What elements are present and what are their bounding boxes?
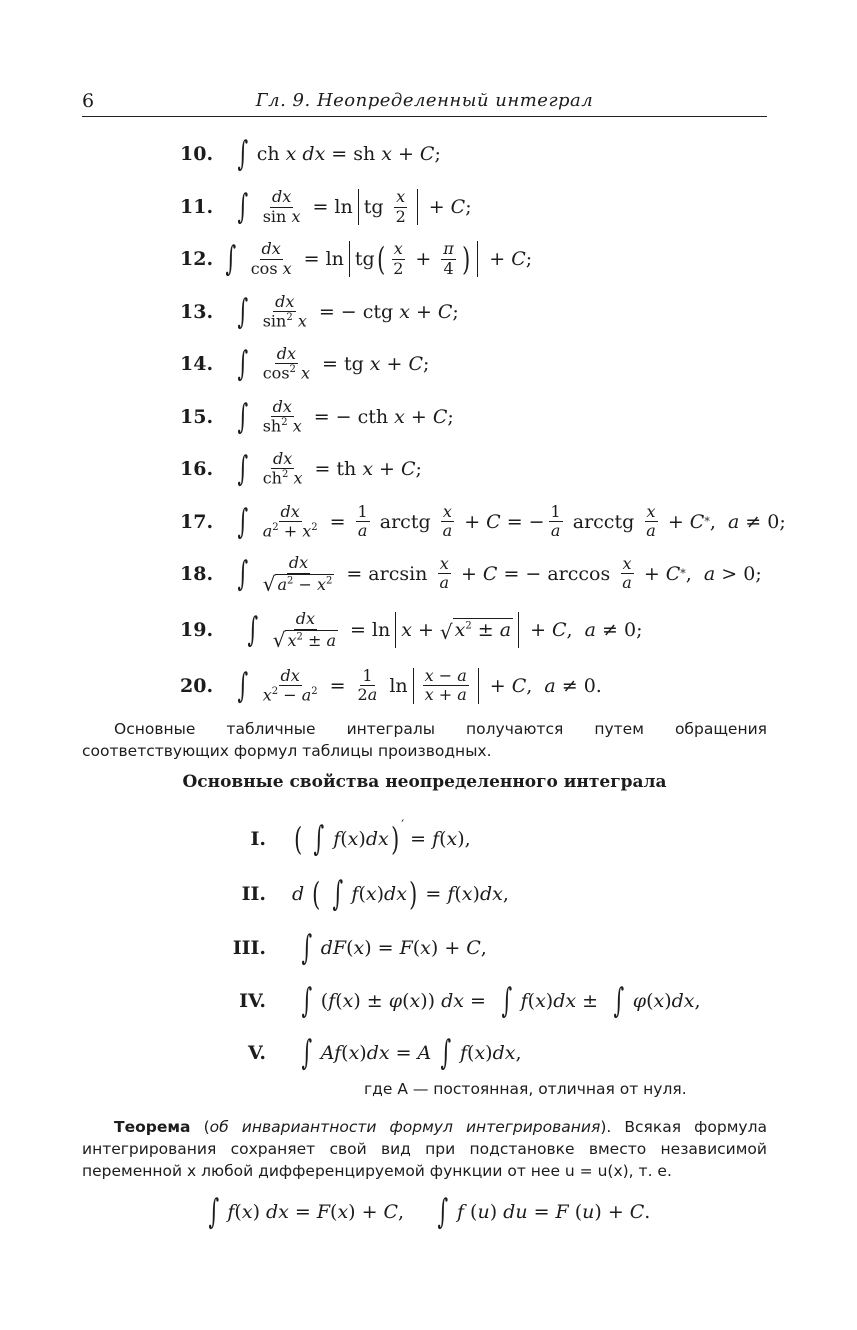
formula-10 [180,128,441,180]
formula-13 [180,286,459,338]
theorem-paragraph: Теорема (об инвариантности формул интегрирования). Всякая формула интегрирования сохраняет свой вид при подстановке вместо независимой переменной x любой дифференцируемой функции от нее u = u(x), т. е. [82,1118,767,1180]
property-body: ∫ dF ( x ) = F ( x ) + C , [301,928,487,968]
formula-body: ∫ $\frac{dx}{\sin^2 x}$ = − ctg x + C ; [237,291,459,332]
property-number: IV. [239,990,266,1012]
property-number: I. [250,828,266,850]
formula-12 [180,233,532,285]
property-body: ∫ ( f ( x ) ± φ ( x )) dx = ∫ f ( x ) dx ± ∫ φ ( x ) dx , [301,981,701,1021]
formula-number: 13. [180,301,214,323]
formula-body: ∫ $\frac{dx}{\text{cos x}}$ = ln tg ( $\frac{x}{2}$ + $\frac{\pi}{4}$ ) + C ; [225,239,533,279]
formula-number: 19. [180,619,214,641]
formula-number: 14. [180,353,214,375]
formula-14 [180,338,429,390]
formula-body: ∫ $\frac{dx}{x^2 - a^2}$ = $\frac{1}{2a}$ ln $\frac{x - a}{x + a}$ + C , a ≠ 0. [237,665,602,706]
formula-number: 18. [180,563,214,585]
running-title: Гл. 9. Неопределенный интеграл [255,90,594,111]
property-body: ( ∫ f ( x ) dx ) ′ = f ( x ), [294,817,471,859]
equation-body: ∫ f ( x ) dx = F ( x ) + C , ∫ f ( u ) du = F ( u ) + C . [208,1192,651,1232]
theorem-title: об инвариантности формул интегрирования [209,1118,601,1136]
formula-body: ∫ ch x dx = sh x + C ; [237,134,441,174]
formula-19 [180,604,642,656]
property-number: III. [232,937,266,959]
formula-16 [180,443,422,495]
formula-body: ∫ $\frac{dx}{sh^2 x}$ = − cth x + C ; [237,396,454,437]
formula-body: ∫ $\frac{dx}{a^2 + x^2}$ = $\frac{1}{a}$ arctg $\frac{x}{a}$ + C = − $\frac{1}{a}$ arcctg $\frac{x}{a}$ + C * , a ≠ 0; [237,501,786,542]
formula-17 [180,496,786,548]
theorem-text: Всякая формула интегрирования сохраняет свой вид при подстановке вместо независимой переменной x любой дифференцируемой функции от нее u = u(x), т. е. [82,1118,767,1180]
property-III [226,922,487,974]
page-header [82,88,767,117]
formula-number: 17. [180,511,214,533]
section-title: Основные свойства неопределенного интеграла [182,772,667,792]
formula-body: ∫ $\frac{dx}{\text{sin x}}$ = ln tg $\frac{x}{2}$ + C ; [237,187,472,227]
property-number: II. [241,883,266,905]
formula-body: ∫ $\frac{dx}{\cos^2 x}$ = tg x + C ; [237,343,430,384]
property-body: ∫ Af ( x ) dx = A ∫ f ( x ) dx , [301,1033,522,1073]
formula-15 [180,391,454,443]
formula-number: 15. [180,406,214,428]
formula-number: 16. [180,458,214,480]
formula-body: ∫ $\frac{dx}{ch^2 x}$ = th x + C ; [237,448,422,489]
formula-20 [180,660,602,712]
formula-number: 10. [180,143,214,165]
formula-body: ∫ dx √ $a^2 - x^2$ = arcsin $\frac{x}{a}$ + C = − arccos $\frac{x}{a}$ + C * , a > 0; [237,553,762,596]
constant-note: где A — постоянная, отличная от нуля. [364,1080,687,1098]
formula-number: 20. [180,675,214,697]
property-IV [226,975,701,1027]
property-number: V. [247,1042,266,1064]
formula-number: 12. [180,248,214,270]
formula-18 [180,548,762,600]
property-body: d ( ∫ f ( x ) dx ) = f ( x ) dx , [292,874,509,914]
property-I [226,812,471,866]
invariance-equation [82,1186,767,1238]
property-V [226,1027,522,1079]
page-number: 6 [82,90,95,112]
formula-body: ∫ dx √ $x^2 \pm a$ = ln x + √ $x^2 \pm a$ + C , a ≠ 0; [247,609,643,652]
formula-number: 11. [180,196,214,218]
formula-11 [180,181,472,233]
property-II [226,867,509,921]
theorem-label: Теорема [114,1118,191,1136]
intro-paragraph: Основные табличные интегралы получаются путем обращения соответствующих формул таблицы производных. [82,720,767,760]
